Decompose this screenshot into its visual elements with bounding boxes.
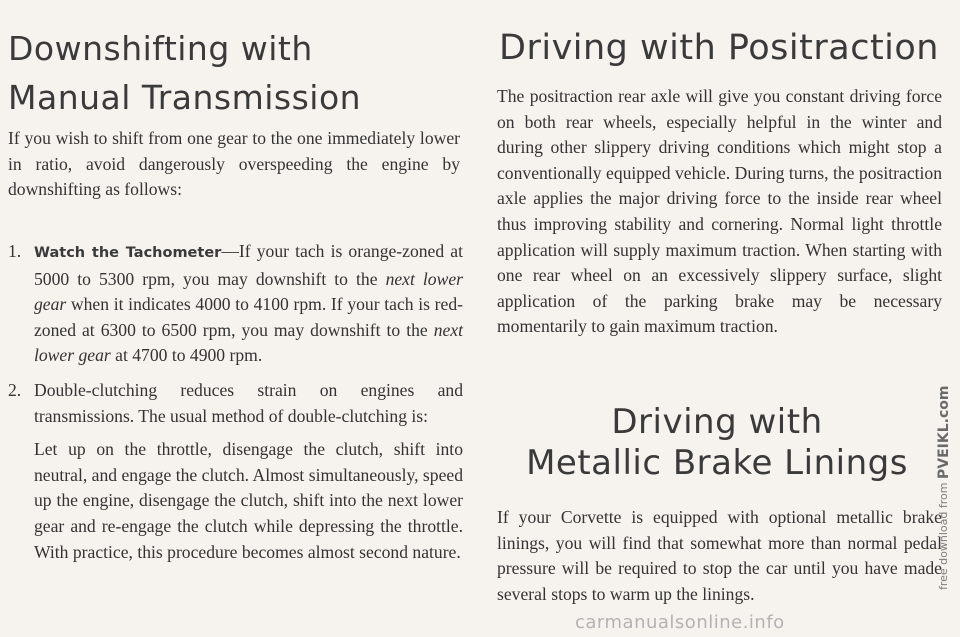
step-text: Let up on the throttle, disengage the clutch, shift into neutral, and engage the clutch. Almost simultaneously, speed up the engine, disengage the clutch, shift into the next lower gear and re-engage the clutch while depressing the throttle. With practice, this procedure becomes almost second nature. — [34, 439, 463, 562]
list-item — [8, 239, 463, 369]
list-number: 2. — [8, 379, 22, 400]
heading-line: Manual Transmission — [8, 78, 362, 117]
metallic-brake-paragraph: If your Corvette is equipped with optional metallic brake linings, you will find that somewhat more than normal pedal pressure will be required to stop the car until you have made several stops to warm up the linings. — [497, 507, 942, 604]
watermark-text: free download from — [937, 482, 950, 590]
step-emphasis: next lower gear — [34, 319, 463, 366]
positraction-paragraph: The positraction rear axle will give you constant driving force on both rear wheels, especially helpful in the winter and during other slippery driving conditions which might stop a conventionally equipped vehicle. During turns, the positraction axle applies the major driving force to the inside rear wheel thus improving stability and cornering. Normal light throttle application will supply maximum traction. When starting with one rear wheel on an excessively slippery surface, slight application of the parking brake may be necessary momentarily to gain maximum traction. — [497, 86, 942, 337]
positraction-heading: Driving with Positraction — [499, 28, 939, 68]
step-emphasis: next lower gear — [34, 268, 463, 315]
footer-watermark: carmanualsonline.info — [575, 612, 785, 633]
list-number: 1. — [8, 241, 22, 261]
side-watermark — [936, 350, 958, 590]
metallic-brake-heading — [497, 402, 937, 484]
downshift-steps-list — [8, 239, 463, 574]
downshifting-heading — [8, 24, 361, 122]
intro-paragraph: If you wish to shift from one gear to the one immediately lower in ratio, avoid dangerously overspeeding the engine by downshifting as follows: — [8, 128, 460, 200]
step-lead: Watch the Tachometer — [34, 245, 222, 261]
heading-line: Metallic Brake Linings — [526, 443, 908, 483]
step-text: —If your tach is orange-zoned at 5000 to 5300 rpm, you may downshift to the — [34, 241, 463, 289]
step-text: Double-clutching reduces strain on engines and transmissions. The usual method of double-clutching is: — [34, 379, 463, 426]
step-text: at 4700 to 4900 rpm. — [110, 345, 263, 366]
watermark-logo-text: PVEIKL.com — [936, 385, 952, 480]
heading-line: Downshifting with — [8, 29, 313, 68]
heading-line: Driving with — [611, 402, 823, 442]
list-item — [8, 378, 463, 565]
step-text: when it indicates 4000 to 4100 rpm. If your tach is red-zoned at 6300 to 6500 rpm, you may downshift to the — [34, 294, 463, 340]
